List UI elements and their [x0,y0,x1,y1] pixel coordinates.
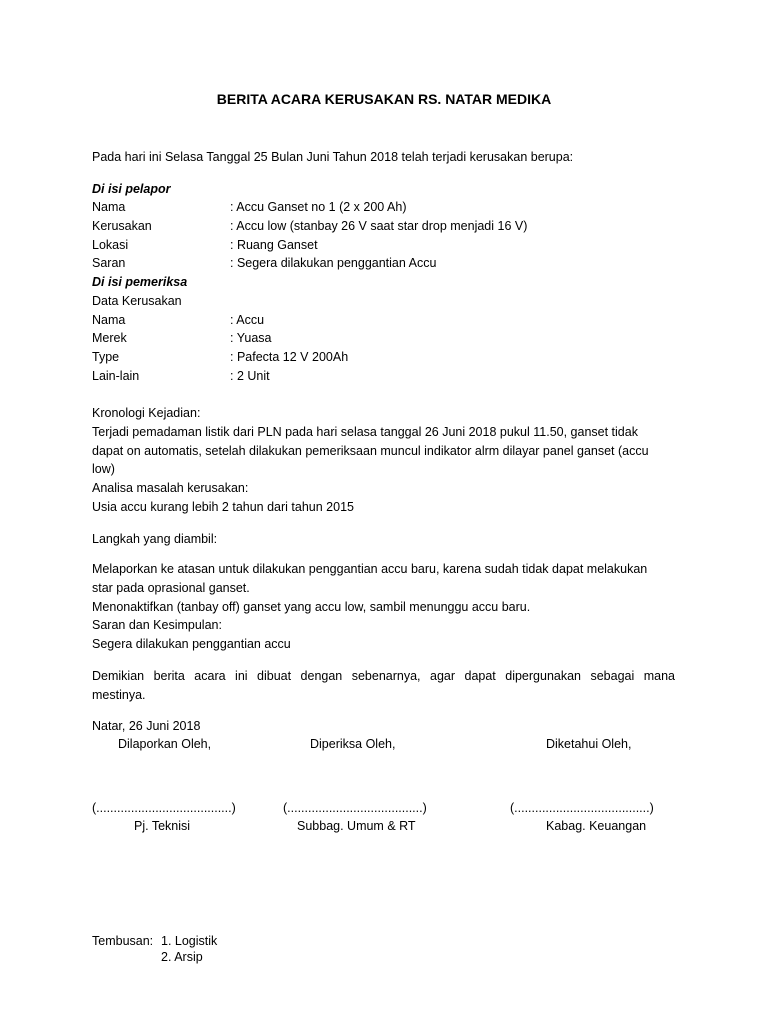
pemeriksa-value-nama: : Accu [230,313,265,327]
pemeriksa-value-type: : Pafecta 12 V 200Ah [230,350,349,364]
saran-heading: Saran dan Kesimpulan: [92,618,222,632]
signature-blank-inspector: (.......................................) [283,801,427,815]
langkah-line-2: star pada oprasional ganset. [92,581,250,595]
pemeriksa-label-merek: Merek [92,331,127,345]
langkah-line-1: Melaporkan ke atasan untuk dilakukan penggantian accu baru, karena sudah tidak dapat melakukan [92,562,648,576]
pemeriksa-label-lain-lain: Lain-lain [92,369,140,383]
pemeriksa-value-lain-lain: : 2 Unit [230,369,270,383]
pemeriksa-label-nama: Nama [92,313,126,327]
intro-text: Pada hari ini Selasa Tanggal 25 Bulan Juni Tahun 2018 telah terjadi kerusakan berupa: [92,150,574,164]
analisa-heading: Analisa masalah kerusakan: [92,481,249,495]
kronologi-line-3: low) [92,462,115,476]
signature-role-inspector: Diperiksa Oleh, [310,737,396,751]
pelapor-value-kerusakan: : Accu low (stanbay 26 V saat star drop menjadi 16 V) [230,219,528,233]
tembusan-item-1: 1. Logistik [161,934,218,948]
document-title: BERITA ACARA KERUSAKAN RS. NATAR MEDIKA [216,91,552,107]
signature-role-acknowledger: Diketahui Oleh, [546,737,632,751]
signature-role-reporter: Dilaporkan Oleh, [118,737,212,751]
signature-blank-reporter: (.......................................) [92,801,236,815]
signature-position-reporter: Pj. Teknisi [134,819,191,833]
place-date: Natar, 26 Juni 2018 [92,719,201,733]
langkah-heading: Langkah yang diambil: [92,532,218,546]
langkah-line-3: Menonaktifkan (tanbay off) ganset yang accu low, sambil menunggu accu baru. [92,600,531,614]
saran-text: Segera dilakukan penggantian accu [92,637,291,651]
pelapor-heading: Di isi pelapor [92,182,171,196]
tembusan-label: Tembusan: [92,934,154,948]
pemeriksa-subheading: Data Kerusakan [92,294,182,308]
pelapor-label-lokasi: Lokasi [92,238,129,252]
pelapor-label-kerusakan: Kerusakan [92,219,152,233]
closing-line-2: mestinya. [92,688,146,702]
signature-position-acknowledger: Kabag. Keuangan [546,819,647,833]
signature-blank-acknowledger: (.......................................) [510,801,654,815]
tembusan-item-2: 2. Arsip [161,950,203,964]
pelapor-label-saran: Saran [92,256,126,270]
pelapor-value-saran: : Segera dilakukan penggantian Accu [230,256,437,270]
pemeriksa-value-merek: : Yuasa [230,331,272,345]
kronologi-line-2: dapat on automatis, setelah dilakukan pemeriksaan muncul indikator alrm dilayar panel ganset (accu [92,444,649,458]
pemeriksa-heading: Di isi pemeriksa [92,275,188,289]
pelapor-label-nama: Nama [92,200,126,214]
pelapor-value-nama: : Accu Ganset no 1 (2 x 200 Ah) [230,200,407,214]
analisa-text: Usia accu kurang lebih 2 tahun dari tahun 2015 [92,500,354,514]
closing-line-1: Demikian berita acara ini dibuat dengan sebenarnya, agar dapat dipergunakan sebagai mana [92,669,675,683]
signature-position-inspector: Subbag. Umum & RT [297,819,416,833]
pemeriksa-label-type: Type [92,350,120,364]
kronologi-heading: Kronologi Kejadian: [92,406,201,420]
pelapor-value-lokasi: : Ruang Ganset [230,238,318,252]
kronologi-line-1: Terjadi pemadaman listik dari PLN pada hari selasa tanggal 26 Juni 2018 pukul 11.50, ganset tidak [92,425,638,439]
